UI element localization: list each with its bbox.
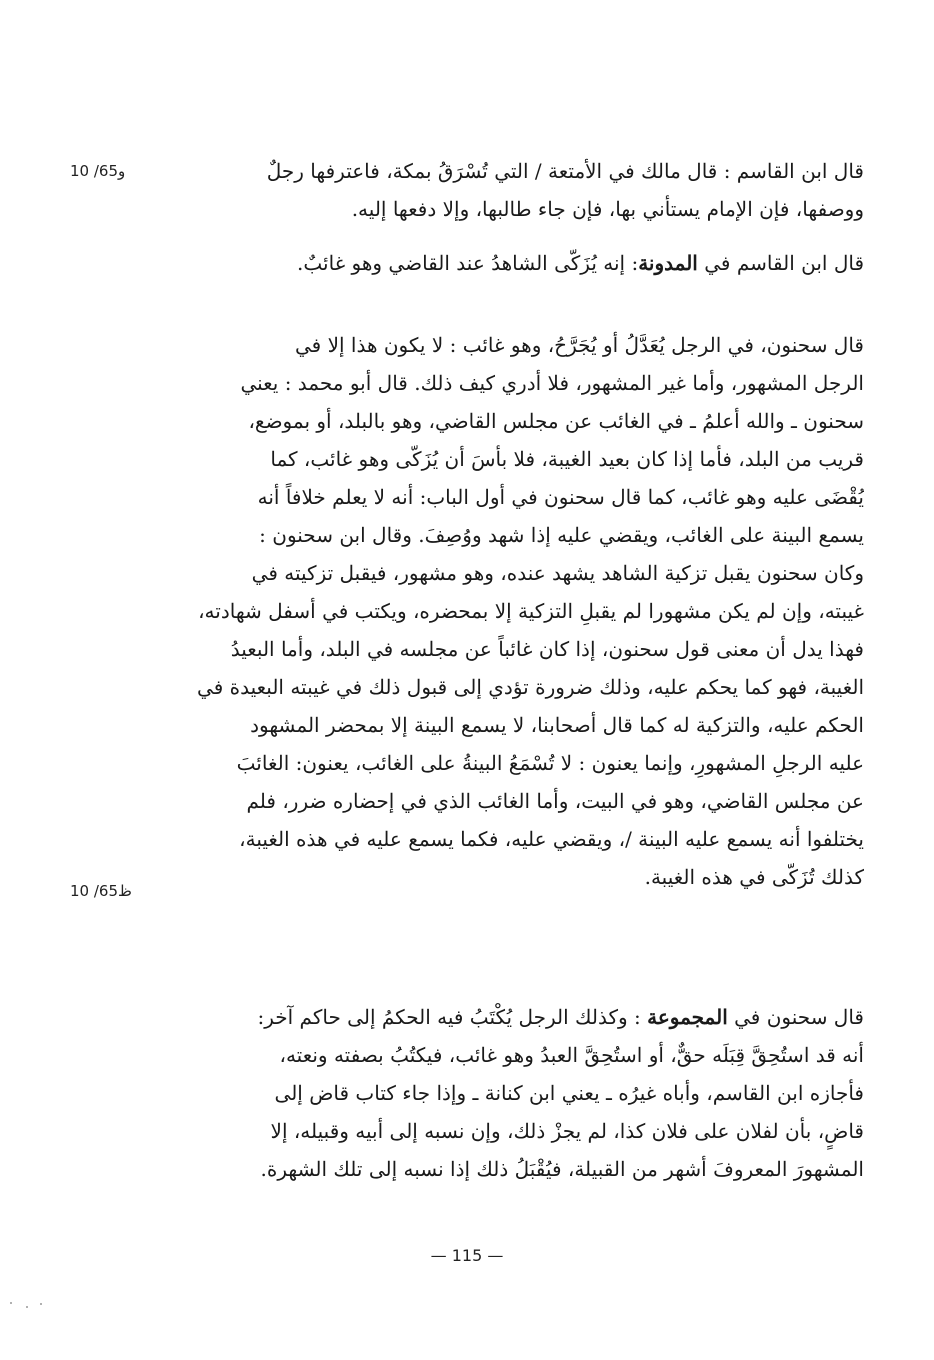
text-line — [158, 244, 864, 282]
text-line: فهذا يدل أن معنى قول سحنون، إذا كان غائباً عن مجلسه في البلد، وأما البعيدُ — [230, 637, 864, 661]
text-line — [158, 998, 864, 1036]
text-line: الحكم عليه، والتزكية له كما قال أصحابنا، لا يسمع البينة إلا بمحضر المشهود — [250, 713, 864, 737]
paragraph-1 — [158, 152, 864, 228]
text-line: عن مجلس القاضي، وهو في البيت، وأما الغائب الذي في إحضاره ضرر، فلم — [246, 789, 864, 813]
scan-speck — [40, 1303, 42, 1305]
text-line: قال ابن القاسم : قال مالك في الأمتعة / التي تُسْرَقُ بمكة، فاعترفها رجلٌ — [266, 159, 864, 183]
margin-reference-2: 10 /65ظ — [70, 882, 132, 900]
text-segment: : وكذلك الرجل يُكْتَبُ فيه الحكمُ إلى حاكم آخر: — [257, 1005, 648, 1029]
margin-reference-1: 10 /65و — [70, 162, 126, 180]
text-line: كذلك تُزَكّى في هذه الغيبة. — [644, 865, 864, 889]
paragraph-3 — [158, 326, 864, 896]
text-line: أنه قد استُحِقَّ قِبَلَه حقٌّ، أو استُحِقَّ العبدُ وهو غائب، فيكتُبُ بصفته ونعته، — [279, 1043, 864, 1067]
paragraph-2 — [158, 244, 864, 282]
text-line: يسمع البينة على الغائب، ويقضي عليه إذا شهد ووُصِفَ. وقال ابن سحنون : — [259, 523, 864, 547]
scan-speck — [10, 1302, 12, 1304]
text-line: الرجل المشهور، وأما غير المشهور، فلا أدري كيف ذلك. قال أبو محمد : يعني — [240, 371, 864, 395]
paragraph-4 — [158, 998, 864, 1188]
text-line: فأجازه ابن القاسم، وأباه غيرُه ـ يعني ابن كنانة ـ وإذا جاء كتاب قاض إلى — [274, 1081, 864, 1105]
bold-term: المدونة — [638, 251, 698, 275]
text-line: قال سحنون، في الرجل يُعَدَّلُ أو يُجَرَّحُ، وهو غائب : لا يكون هذا إلا في — [295, 333, 864, 357]
text-line: غيبته، وإن لم يكن مشهورا لم يقبلِ التزكية إلا بمحضره، ويكتب في أسفل شهادته، — [198, 599, 864, 623]
text-segment: : إنه يُزَكّى الشاهدُ عند القاضي وهو غائبٌ. — [297, 251, 639, 275]
text-segment: قال سحنون في — [727, 1005, 864, 1029]
scan-speck — [26, 1306, 28, 1308]
text-line: يختلفوا أنه يسمع عليه البينة /، ويقضي عليه، فكما يسمع عليه في هذه الغيبة، — [239, 827, 864, 851]
page-number: — 115 — — [430, 1246, 504, 1265]
text-line: المشهورَ المعروفَ أشهر من القبيلة، فيُقْبَلُ ذلك إذا نسبه إلى تلك الشهرة. — [260, 1157, 864, 1181]
text-line: ووصفها، فإن الإمام يستأني بها، فإن جاء طالبها، وإلا دفعها إليه. — [351, 197, 864, 221]
text-line: عليه الرجلِ المشهورِ، وإنما يعنون : لا تُسْمَعُ البينةُ على الغائب، يعنون: الغائبَ — [236, 751, 864, 775]
text-segment: قال ابن القاسم في — [697, 251, 864, 275]
text-line: وكان سحنون يقبل تزكية الشاهد يشهد عنده، وهو مشهور، فيقبل تزكيته في — [251, 561, 864, 585]
bold-term: المجموعة — [647, 1005, 728, 1029]
text-line: قريب من البلد، فأما إذا كان بعيد الغيبة، فلا بأسَ أن يُزَكّى وهو غائب، كما — [270, 447, 864, 471]
text-line: سحنون ـ والله أعلمُ ـ في الغائب عن مجلس القاضي، وهو بالبلد، أو بموضع، — [248, 409, 864, 433]
text-line: يُقْضَى عليه وهو غائب، كما قال سحنون في أول الباب: أنه لا يعلم خلافاً أنه — [257, 485, 864, 509]
text-line: الغيبة، فهو كما يحكم عليه، وذلك ضرورة تؤدي إلى قبول ذلك في غيبته البعيدة في — [197, 675, 864, 699]
text-line: قاضٍ، بأن لفلان على فلان كذا، لم يجزْ ذلك، وإن نسبه إلى أبيه وقبيله، إلا — [270, 1119, 864, 1143]
